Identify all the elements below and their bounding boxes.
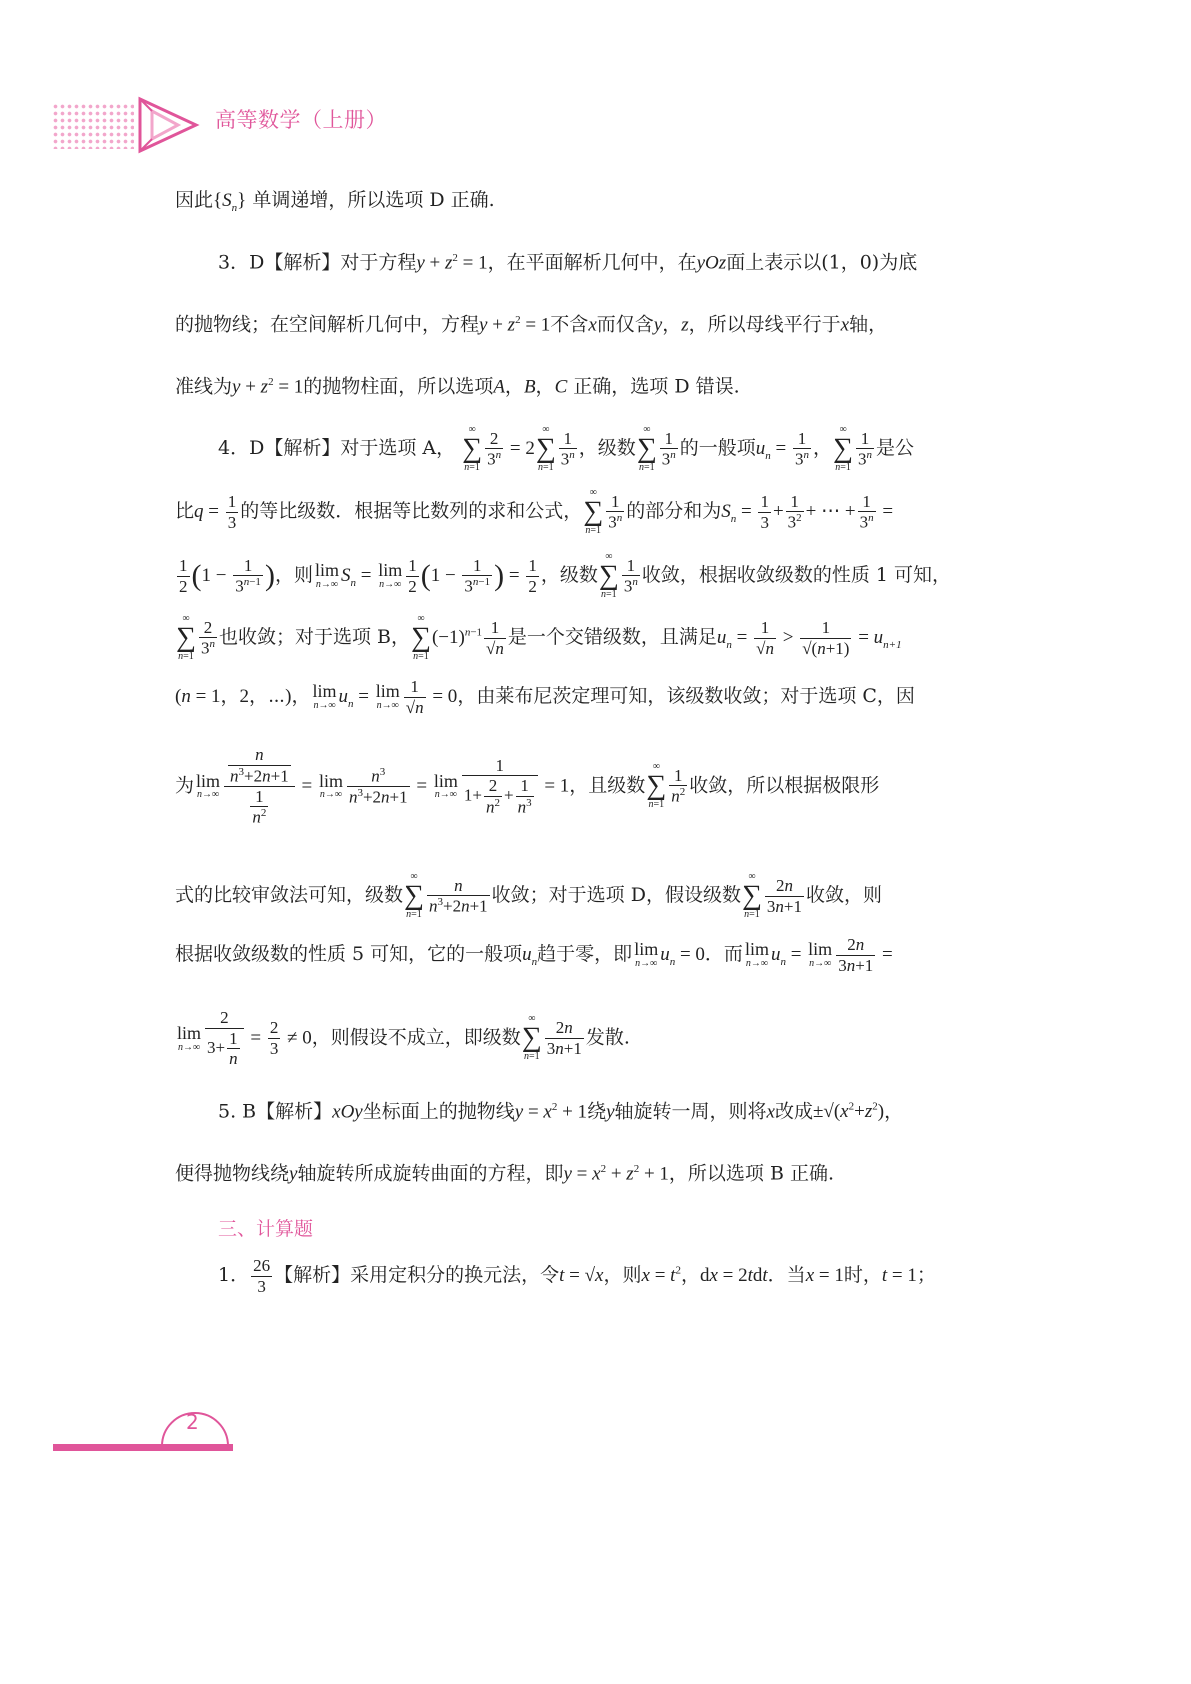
header-arrow-logo [134, 93, 206, 157]
text-line: $\frac{1}{2}$ (1 − $\frac{1}{3^{n-1}}$ )，则 lim n→∞ $S_n$ = lim n→∞ $\frac{1}{2}$ (1 − $\frac{1}{3^{n-1}}$ ) = $\frac{1}{2}$ ，级数 ∞ ∑ n=1 $\frac{1}{3^n}$ 收敛，根据收敛级数的性质 1 可知， [179, 551, 952, 600]
text-line: 3．D【解析】对于方程$y + z^2 = 1$，在平面解析几何中，在yOz面上表示以(1，0)为底 [218, 251, 918, 274]
text-line: 4．D【解析】对于选项 A， ∞ ∑ n=1 $\frac{2}{3^n}$ = 2 ∞ ∑ n=1 $\frac{1}{3^n}$ ，级数 ∞ ∑ n=1 $\frac{1}{3^n}$ 的一般项$u_n$ = $\frac{1}{3^n}$ ， ∞ ∑ n=1 $\frac{1}{3^n}$ 是公 [218, 424, 915, 473]
text-line: ∞ ∑ n=1 $\frac{2}{3^n}$ 也收敛；对于选项 B， ∞ ∑ n=1 $(-1)^{n-1}$ $\frac{1}{√n}$ 是一个交错级数，且满足$u_n$ = $\frac{1}{√n}$ > $\frac{1}{√(n+1)}$ = $u_{n+1}$ [176, 613, 902, 662]
text-line: 式的比较审敛法可知，级数 ∞ ∑ n=1 $\frac{n}{n^3+2n+1}$ 收敛；对于选项 D，假设级数 ∞ ∑ n=1 $\frac{2n}{3n+1}$ 收敛，则 [175, 871, 883, 920]
text-line: 比q = $\frac{1}{3}$ 的等比级数．根据等比数列的求和公式， ∞ ∑ n=1 $\frac{1}{3^n}$ 的部分和为$S_n$ = $\frac{1}{3}$ + $\frac{1}{3^2}$ + ⋯ + $\frac{1}{3^n}$ = [175, 487, 894, 536]
header-dot-pattern [52, 103, 134, 149]
text-line: 根据收敛级数的性质 5 可知，它的一般项$u_n$趋于零，即 lim n→∞ $u_n = 0$．而 lim n→∞ $u_n$ = lim n→∞ $\frac{2n}{3n+1}$ = [175, 935, 893, 975]
text-line: lim n→∞ 2 3+ $\frac{1}{n}$ = $\frac{2}{3}$ ≠ 0，则假设不成立，即级数 ∞ ∑ n=1 $\frac{2n}{3n+1}$ 发散. [177, 1008, 630, 1069]
page-number: 2 [186, 1410, 199, 1434]
text-line: 因此$\{S_n\}$ 单调递增，所以选项 D 正确. [175, 189, 495, 214]
section-heading: 三、计算题 [218, 1218, 314, 1240]
text-line: 1． $\frac{26}{3}$ 【解析】采用定积分的换元法，令t = √x，则$x = t^2$，dx = 2tdt．当x = 1时，t = 1； [218, 1256, 936, 1296]
text-line: (n = 1，2，⋯)， lim n→∞ $u_n$ = lim n→∞ $\frac{1}{√n}$ = 0，由莱布尼茨定理可知，该级数收敛；对于选项 C，因 [175, 677, 915, 717]
text-line: 的抛物线；在空间解析几何中，方程$y + z^2 = 1$不含x而仅含y，z，所以母线平行于x轴， [175, 313, 888, 336]
text-line: 便得抛物线绕y轴旋转所成旋转曲面的方程，即$y = x^2 + z^2 + 1$，所以选项 B 正确. [175, 1162, 834, 1185]
text-line: 5. B【解析】xOy坐标面上的抛物线$y = x^2 + 1$绕y轴旋转一周，则将x改成$\pm√(x^2+z^2)$， [218, 1100, 904, 1123]
text-line: 为 lim n→∞ $\frac{\frac{n}{n^3+2n+1}}{\frac{1}{n^2}}$ = lim n→∞ $\frac{n^3}{n^3+2n+1}$ = lim n→∞ 1 1+ $\frac{2}{n^2}$ + $\frac{1}{n^3}$ = 1，且级数 ∞ ∑ n=1 $\frac{1}{n^2}$ 收敛，所以根据极限形 [175, 745, 880, 827]
book-title: 高等数学（上册） [215, 108, 387, 132]
text-line: 准线为$y + z^2 = 1$的抛物柱面，所以选项A，B，C 正确，选项 D 错误. [175, 375, 740, 398]
